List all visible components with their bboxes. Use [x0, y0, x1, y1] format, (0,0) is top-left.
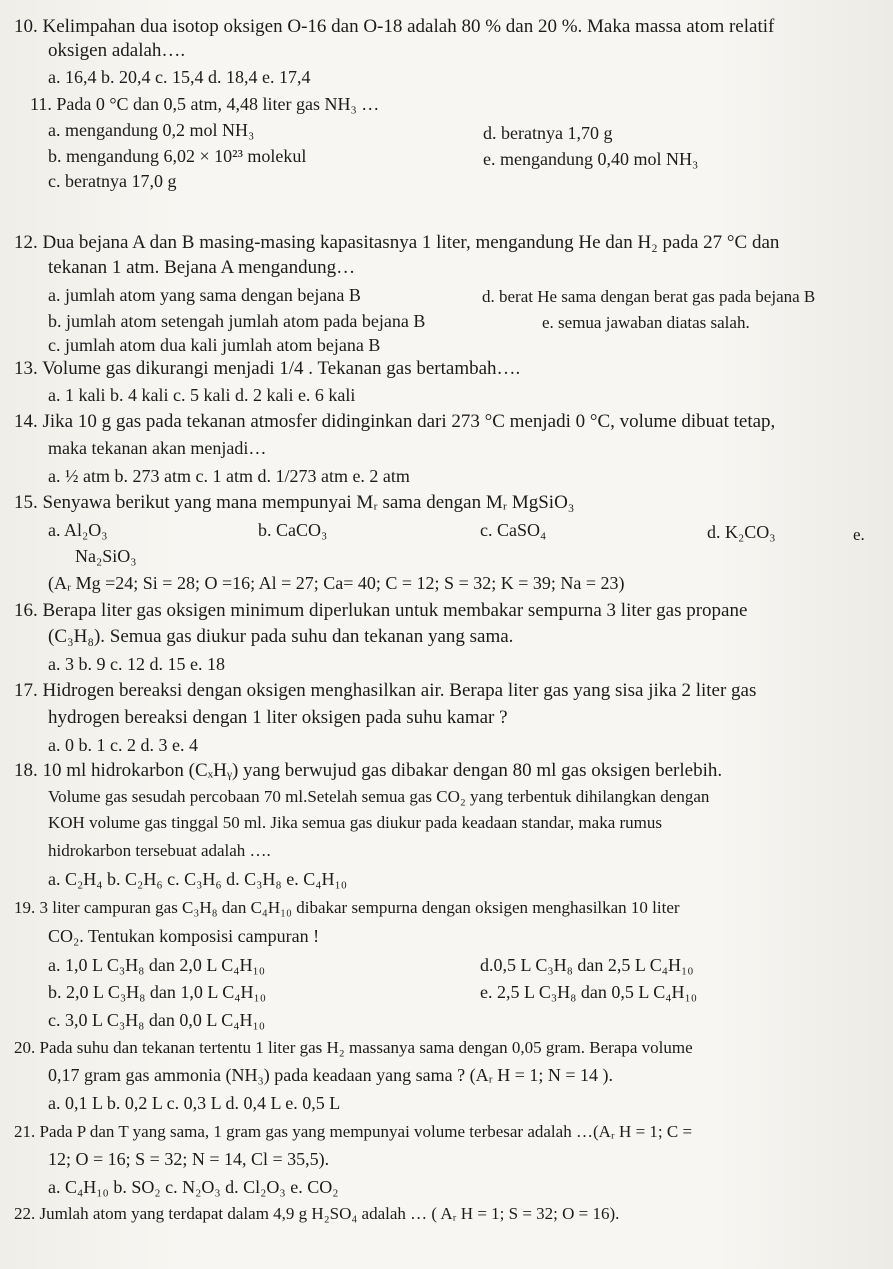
q21-options: a. C₄H₁₀ b. SO₂ c. N₂O₃ d. Cl₂O₃ e. CO₂	[48, 1177, 339, 1197]
q18-text-line-3: KOH volume gas tinggal 50 ml. Jika semua gas diukur pada keadaan standar, maka rumus	[48, 813, 663, 832]
q13-options: a. 1 kali b. 4 kali c. 5 kali d. 2 kali e. 6 kali	[48, 385, 356, 405]
q12-text-line-2: tekanan 1 atm. Bejana A mengandung…	[48, 257, 356, 278]
q17-text-line-2: hydrogen bereaksi dengan 1 liter oksigen pada suhu kamar ?	[48, 707, 508, 728]
q18-options: a. C₂H₄ b. C₂H₆ c. C₃H₆ d. C₃H₈ e. C₄H₁₀	[48, 869, 348, 889]
q18-text-line-1: 18. 10 ml hidrokarbon (CₓHᵧ) yang berwujud gas dibakar dengan 80 ml gas oksigen berlebih.	[14, 760, 723, 781]
q20-text-line-2: 0,17 gram gas ammonia (NH₃) pada keadaan yang sama ? (Aᵣ H = 1; N = 14 ).	[48, 1065, 614, 1085]
q14-text-line-2: maka tekanan akan menjadi…	[48, 438, 267, 458]
q10-text-line-2: oksigen adalah….	[48, 40, 186, 61]
q20-text-line-1: 20. Pada suhu dan tekanan tertentu 1 liter gas H₂ massanya sama dengan 0,05 gram. Berapa volume	[14, 1038, 693, 1057]
q17-text-line-1: 17. Hidrogen bereaksi dengan oksigen menghasilkan air. Berapa liter gas yang sisa jika 2 liter gas	[14, 680, 757, 701]
q12-text-line-1: 12. Dua bejana A dan B masing-masing kapasitasnya 1 liter, mengandung He dan H₂ pada 27 °C dan	[14, 232, 780, 253]
q15-option-e-label: e.	[853, 525, 865, 544]
q12-option-e: e. semua jawaban diatas salah.	[542, 313, 750, 332]
q12-option-a: a. jumlah atom yang sama dengan bejana B	[48, 285, 361, 305]
q19-option-d: d.0,5 L C₃H₈ dan 2,5 L C₄H₁₀	[480, 955, 694, 975]
q11-text: 11. Pada 0 °C dan 0,5 atm, 4,48 liter gas NH₃ …	[30, 94, 380, 114]
q10-options: a. 16,4 b. 20,4 c. 15,4 d. 18,4 e. 17,4	[48, 67, 311, 87]
q15-text: 15. Senyawa berikut yang mana mempunyai Mᵣ sama dengan Mᵣ MgSiO₃	[14, 492, 575, 513]
q19-option-b: b. 2,0 L C₃H₈ dan 1,0 L C₄H₁₀	[48, 982, 267, 1002]
q15-option-c: c. CaSO₄	[480, 520, 547, 540]
q15-atomic-masses: (Aᵣ Mg =24; Si = 28; O =16; Al = 27; Ca= 40; C = 12; S = 32; K = 39; Na = 23)	[48, 573, 625, 593]
q10-text-line-1: 10. Kelimpahan dua isotop oksigen O-16 dan O-18 adalah 80 % dan 20 %. Maka massa atom relatif	[14, 16, 775, 37]
q16-text-line-1: 16. Berapa liter gas oksigen minimum diperlukan untuk membakar sempurna 3 liter gas propane	[14, 600, 748, 621]
q19-text-line-1: 19. 3 liter campuran gas C₃H₈ dan C₄H₁₀ dibakar sempurna dengan oksigen menghasilkan 10 liter	[14, 898, 680, 917]
q12-option-b: b. jumlah atom setengah jumlah atom pada bejana B	[48, 311, 426, 331]
q19-text-line-2: CO₂. Tentukan komposisi campuran !	[48, 926, 320, 946]
q11-option-b: b. mengandung 6,02 × 10²³ molekul	[48, 146, 307, 166]
q17-options: a. 0 b. 1 c. 2 d. 3 e. 4	[48, 735, 198, 755]
q11-option-e: e. mengandung 0,40 mol NH₃	[483, 149, 699, 169]
q19-option-c: c. 3,0 L C₃H₈ dan 0,0 L C₄H₁₀	[48, 1010, 266, 1030]
q15-option-d: d. K₂CO₃	[707, 522, 776, 542]
q12-option-c: c. jumlah atom dua kali jumlah atom bejana B	[48, 335, 381, 355]
q20-options: a. 0,1 L b. 0,2 L c. 0,3 L d. 0,4 L e. 0,5 L	[48, 1093, 341, 1113]
q11-option-d: d. beratnya 1,70 g	[483, 123, 613, 143]
q22-text: 22. Jumlah atom yang terdapat dalam 4,9 g H₂SO₄ adalah … ( Aᵣ H = 1; S = 32; O = 16).	[14, 1204, 620, 1223]
q14-text-line-1: 14. Jika 10 g gas pada tekanan atmosfer didinginkan dari 273 °C menjadi 0 °C, volume dibuat tetap,	[14, 411, 776, 432]
q14-options: a. ½ atm b. 273 atm c. 1 atm d. 1/273 atm e. 2 atm	[48, 466, 410, 486]
q12-option-d: d. berat He sama dengan berat gas pada bejana B	[482, 287, 816, 306]
q11-option-a: a. mengandung 0,2 mol NH₃	[48, 120, 255, 140]
q19-option-e: e. 2,5 L C₃H₈ dan 0,5 L C₄H₁₀	[480, 982, 698, 1002]
q21-text-line-2: 12; O = 16; S = 32; N = 14, Cl = 35,5).	[48, 1149, 330, 1169]
q15-option-a: a. Al₂O₃	[48, 520, 108, 540]
q15-option-b: b. CaCO₃	[258, 520, 328, 540]
q15-option-e-value: Na₂SiO₃	[75, 546, 137, 566]
q13-text: 13. Volume gas dikurangi menjadi 1/4 . Tekanan gas bertambah….	[14, 358, 521, 379]
q19-option-a: a. 1,0 L C₃H₈ dan 2,0 L C₄H₁₀	[48, 955, 266, 975]
q11-option-c: c. beratnya 17,0 g	[48, 171, 177, 191]
q16-text-line-2: (C₃H₈). Semua gas diukur pada suhu dan tekanan yang sama.	[48, 626, 514, 647]
q21-text-line-1: 21. Pada P dan T yang sama, 1 gram gas yang mempunyai volume terbesar adalah …(Aᵣ H = 1; C =	[14, 1122, 693, 1141]
q18-text-line-4: hidrokarbon tersebuat adalah ….	[48, 841, 271, 860]
q16-options: a. 3 b. 9 c. 12 d. 15 e. 18	[48, 654, 225, 674]
q18-text-line-2: Volume gas sesudah percobaan 70 ml.Setelah semua gas CO₂ yang terbentuk dihilangkan dengan	[48, 787, 710, 806]
